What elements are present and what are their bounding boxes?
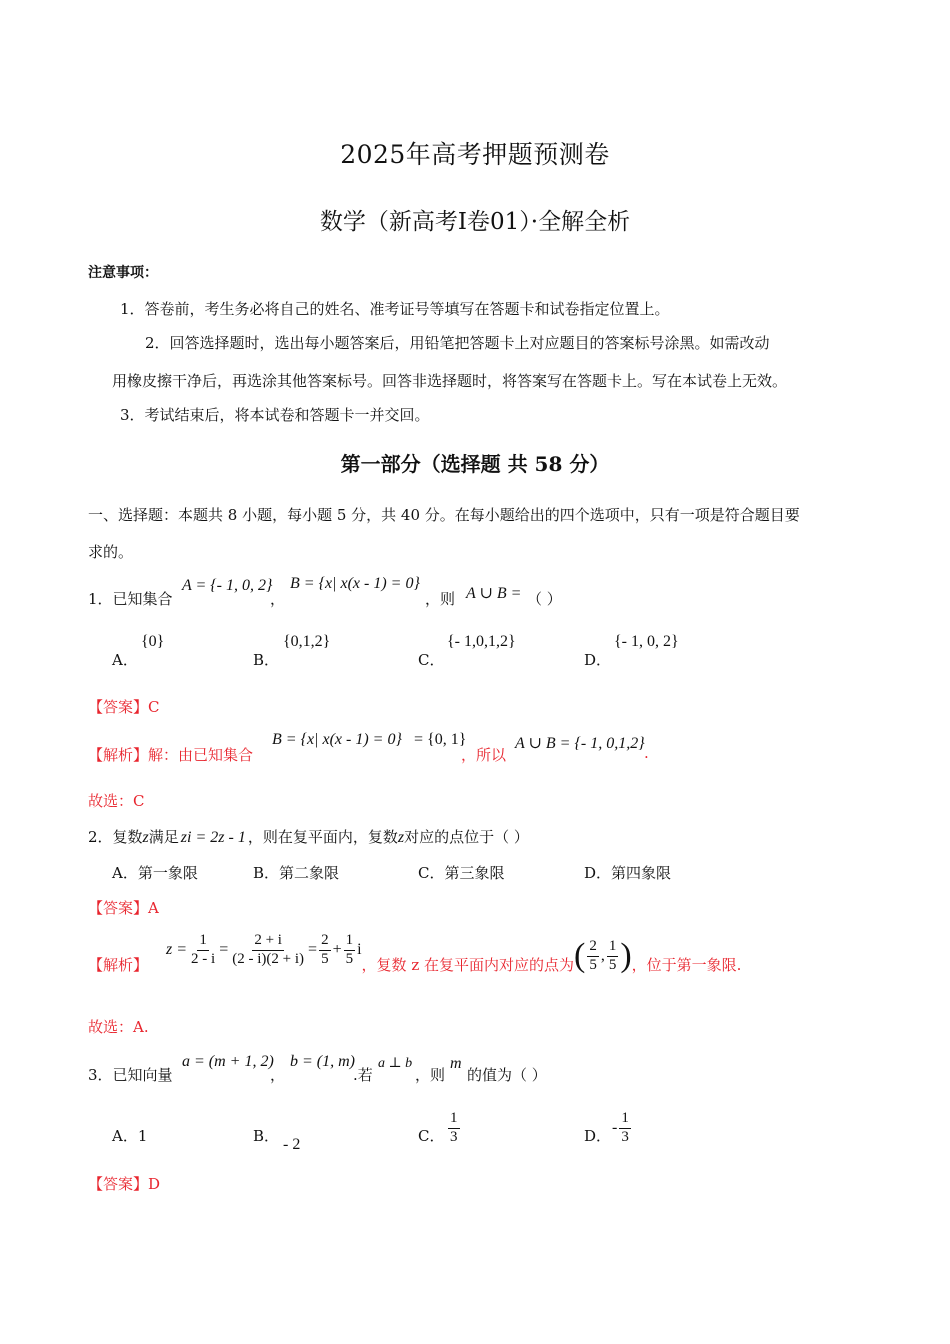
q1-paren: （ ） [527, 590, 562, 608]
notice-item-2-line2: 用橡皮擦干净后，再选涂其他答案标号。回答非选择题时，将答案写在答题卡上。写在本试卷上无效。 [112, 372, 788, 390]
q3-perp: a ⊥ b [378, 1056, 413, 1071]
q2-fraction-2 [230, 933, 306, 968]
q1-option-b-label: B． [253, 651, 280, 669]
q3-option-c-num: 1 [448, 1111, 460, 1129]
q1-set-a: A = {- 1, 0, 2} [182, 577, 273, 594]
q2-stem [88, 826, 529, 847]
q3-option-c-fraction [448, 1111, 460, 1146]
q2-fraction-3-den: 5 [321, 950, 329, 967]
q2-point-x [587, 939, 599, 974]
q1-answer: 【答案】C [88, 698, 160, 716]
q2-fraction-3 [319, 933, 331, 968]
q1-analysis-label: 【解析】解：由已知集合 [88, 746, 254, 764]
q1-then: ，则 [425, 590, 456, 608]
q2-point-close: ) [620, 937, 632, 974]
notice-item-2-line1: 2．回答选择题时，选出每小题答案后，用铅笔把答题卡上对应题目的答案标号涂黑。如需改动 [145, 334, 770, 352]
q3-suffix: 的值为（ ） [467, 1066, 547, 1084]
q2-point-x-num: 2 [587, 939, 599, 957]
q1-option-b: {0,1,2} [283, 633, 331, 650]
q2-fraction-2-num: 2 + i [252, 933, 284, 951]
q2-eq1: = [219, 941, 229, 958]
q2-point-y-den: 5 [608, 956, 617, 973]
notice-heading: 注意事项： [88, 265, 158, 281]
q1-prefix: 1．已知集合 [88, 590, 173, 608]
q2-point-y-num: 1 [607, 939, 619, 957]
q1-conclusion: 故选：C [88, 792, 145, 810]
q2-plus: + [332, 941, 342, 958]
q2-var-z: z [142, 829, 149, 846]
q3-prefix: 3．已知向量 [88, 1066, 173, 1084]
section-instruction-line2: 求的。 [88, 543, 134, 561]
q2-stem-mid: 满足 [148, 828, 179, 846]
q2-conclusion: 故选：A. [88, 1018, 149, 1036]
q2-i-unit: i [357, 941, 362, 958]
q1-option-a: {0} [141, 633, 165, 650]
q2-point-comma: , [600, 947, 605, 964]
q2-fraction-4-den: 5 [345, 950, 354, 967]
q2-point-x-den: 5 [589, 956, 597, 973]
q3-option-d-fraction [619, 1111, 631, 1146]
part1-heading: 第一部分（选择题 共 58 分） [340, 452, 610, 476]
q1-analysis-end: . [644, 744, 649, 762]
q3-option-d-label: D． [584, 1127, 612, 1145]
q2-fraction-4 [344, 933, 356, 968]
notice-item-3: 3．考试结束后，将本试卷和答题卡一并交回。 [120, 406, 430, 424]
q3-option-d-sign: - [612, 1119, 618, 1137]
q2-option-d: D．第四象限 [584, 864, 672, 882]
q2-stem-suffix: ，则在复平面内，复数 [247, 828, 398, 846]
q3-var-m: m [450, 1055, 462, 1072]
q2-fraction-1-den: 2 - i [191, 950, 216, 967]
q2-z-eq: z = [166, 941, 188, 958]
q3-if: .若 [353, 1066, 373, 1084]
q1-option-c-label: C． [418, 651, 445, 669]
q1-analysis-so: ，所以 [461, 746, 507, 764]
q1-option-d: {- 1, 0, 2} [614, 633, 679, 650]
q3-option-c-den: 3 [450, 1128, 458, 1145]
q2-var-z2: z [397, 829, 405, 846]
q2-analysis [88, 928, 741, 984]
q3-vec-b: b = (1, m) [290, 1053, 356, 1070]
q2-answer: 【答案】A [88, 899, 159, 917]
q1-option-a-label: A． [112, 651, 138, 669]
q3-option-c [446, 1111, 462, 1146]
q3-answer: 【答案】D [88, 1175, 161, 1193]
q1-analysis-union: A ∪ B = {- 1, 0,1,2} [515, 735, 645, 752]
q3-then: ，则 [415, 1066, 446, 1084]
q3-option-d [612, 1111, 633, 1146]
q2-eq2: = [308, 941, 318, 958]
q2-analysis-text: ，复数 z 在复平面内对应的点为 [361, 955, 574, 974]
q3-option-a: A．1 [112, 1127, 148, 1145]
q2-fraction-3-num: 2 [319, 933, 331, 951]
q2-stem-prefix: 2．复数 [88, 828, 143, 846]
page-title: 2025年高考押题预测卷 [340, 140, 610, 169]
q1-analysis-eq: = {0, 1} [414, 731, 467, 748]
q2-option-c: C．第三象限 [418, 864, 505, 882]
q1-comma: ， [270, 590, 286, 608]
q2-fraction-1-num: 1 [197, 933, 209, 951]
q2-fraction-2-den: (2 - i)(2 + i) [232, 950, 305, 967]
q2-option-b: B．第二象限 [253, 864, 340, 882]
q2-point-y [607, 939, 619, 974]
notice-item-1: 1．答卷前，考生务必将自己的姓名、准考证号等填写在答题卡和试卷指定位置上。 [120, 300, 670, 318]
q3-option-d-den: 3 [621, 1128, 629, 1145]
q3-comma: ， [270, 1066, 286, 1084]
q2-option-a: A．第一象限 [112, 864, 198, 882]
q3-option-d-num: 1 [619, 1111, 631, 1129]
q1-set-b: B = {x| x(x - 1) = 0} [290, 575, 420, 592]
q3-option-b-label: B． [253, 1127, 280, 1145]
page-subtitle: 数学（新高考Ⅰ卷01）·全解全析 [319, 209, 631, 235]
q2-fraction-1 [189, 933, 217, 968]
q2-stem-end: 对应的点位于（ ） [404, 828, 529, 846]
section-instruction-line1: 一、选择题：本题共 8 小题，每小题 5 分，共 40 分。在每小题给出的四个选项中，只有一项是符合题目要 [88, 506, 800, 524]
q1-union: A ∪ B = [466, 585, 522, 602]
q1-option-d-label: D． [584, 651, 612, 669]
q2-fraction-4-num: 1 [344, 933, 356, 951]
q3-option-c-label: C． [418, 1127, 445, 1145]
q2-equation: zi = 2z - 1 [180, 829, 246, 846]
q3-option-b: - 2 [283, 1136, 301, 1153]
q1-analysis-set: B = {x| x(x - 1) = 0} [272, 731, 402, 748]
q2-analysis-end: ，位于第一象限. [631, 955, 742, 974]
q2-point-open: ( [574, 937, 586, 974]
q1-option-c: {- 1,0,1,2} [447, 633, 516, 650]
q2-analysis-label: 【解析】 [88, 955, 149, 974]
q3-vec-a: a = (m + 1, 2) [182, 1053, 274, 1070]
